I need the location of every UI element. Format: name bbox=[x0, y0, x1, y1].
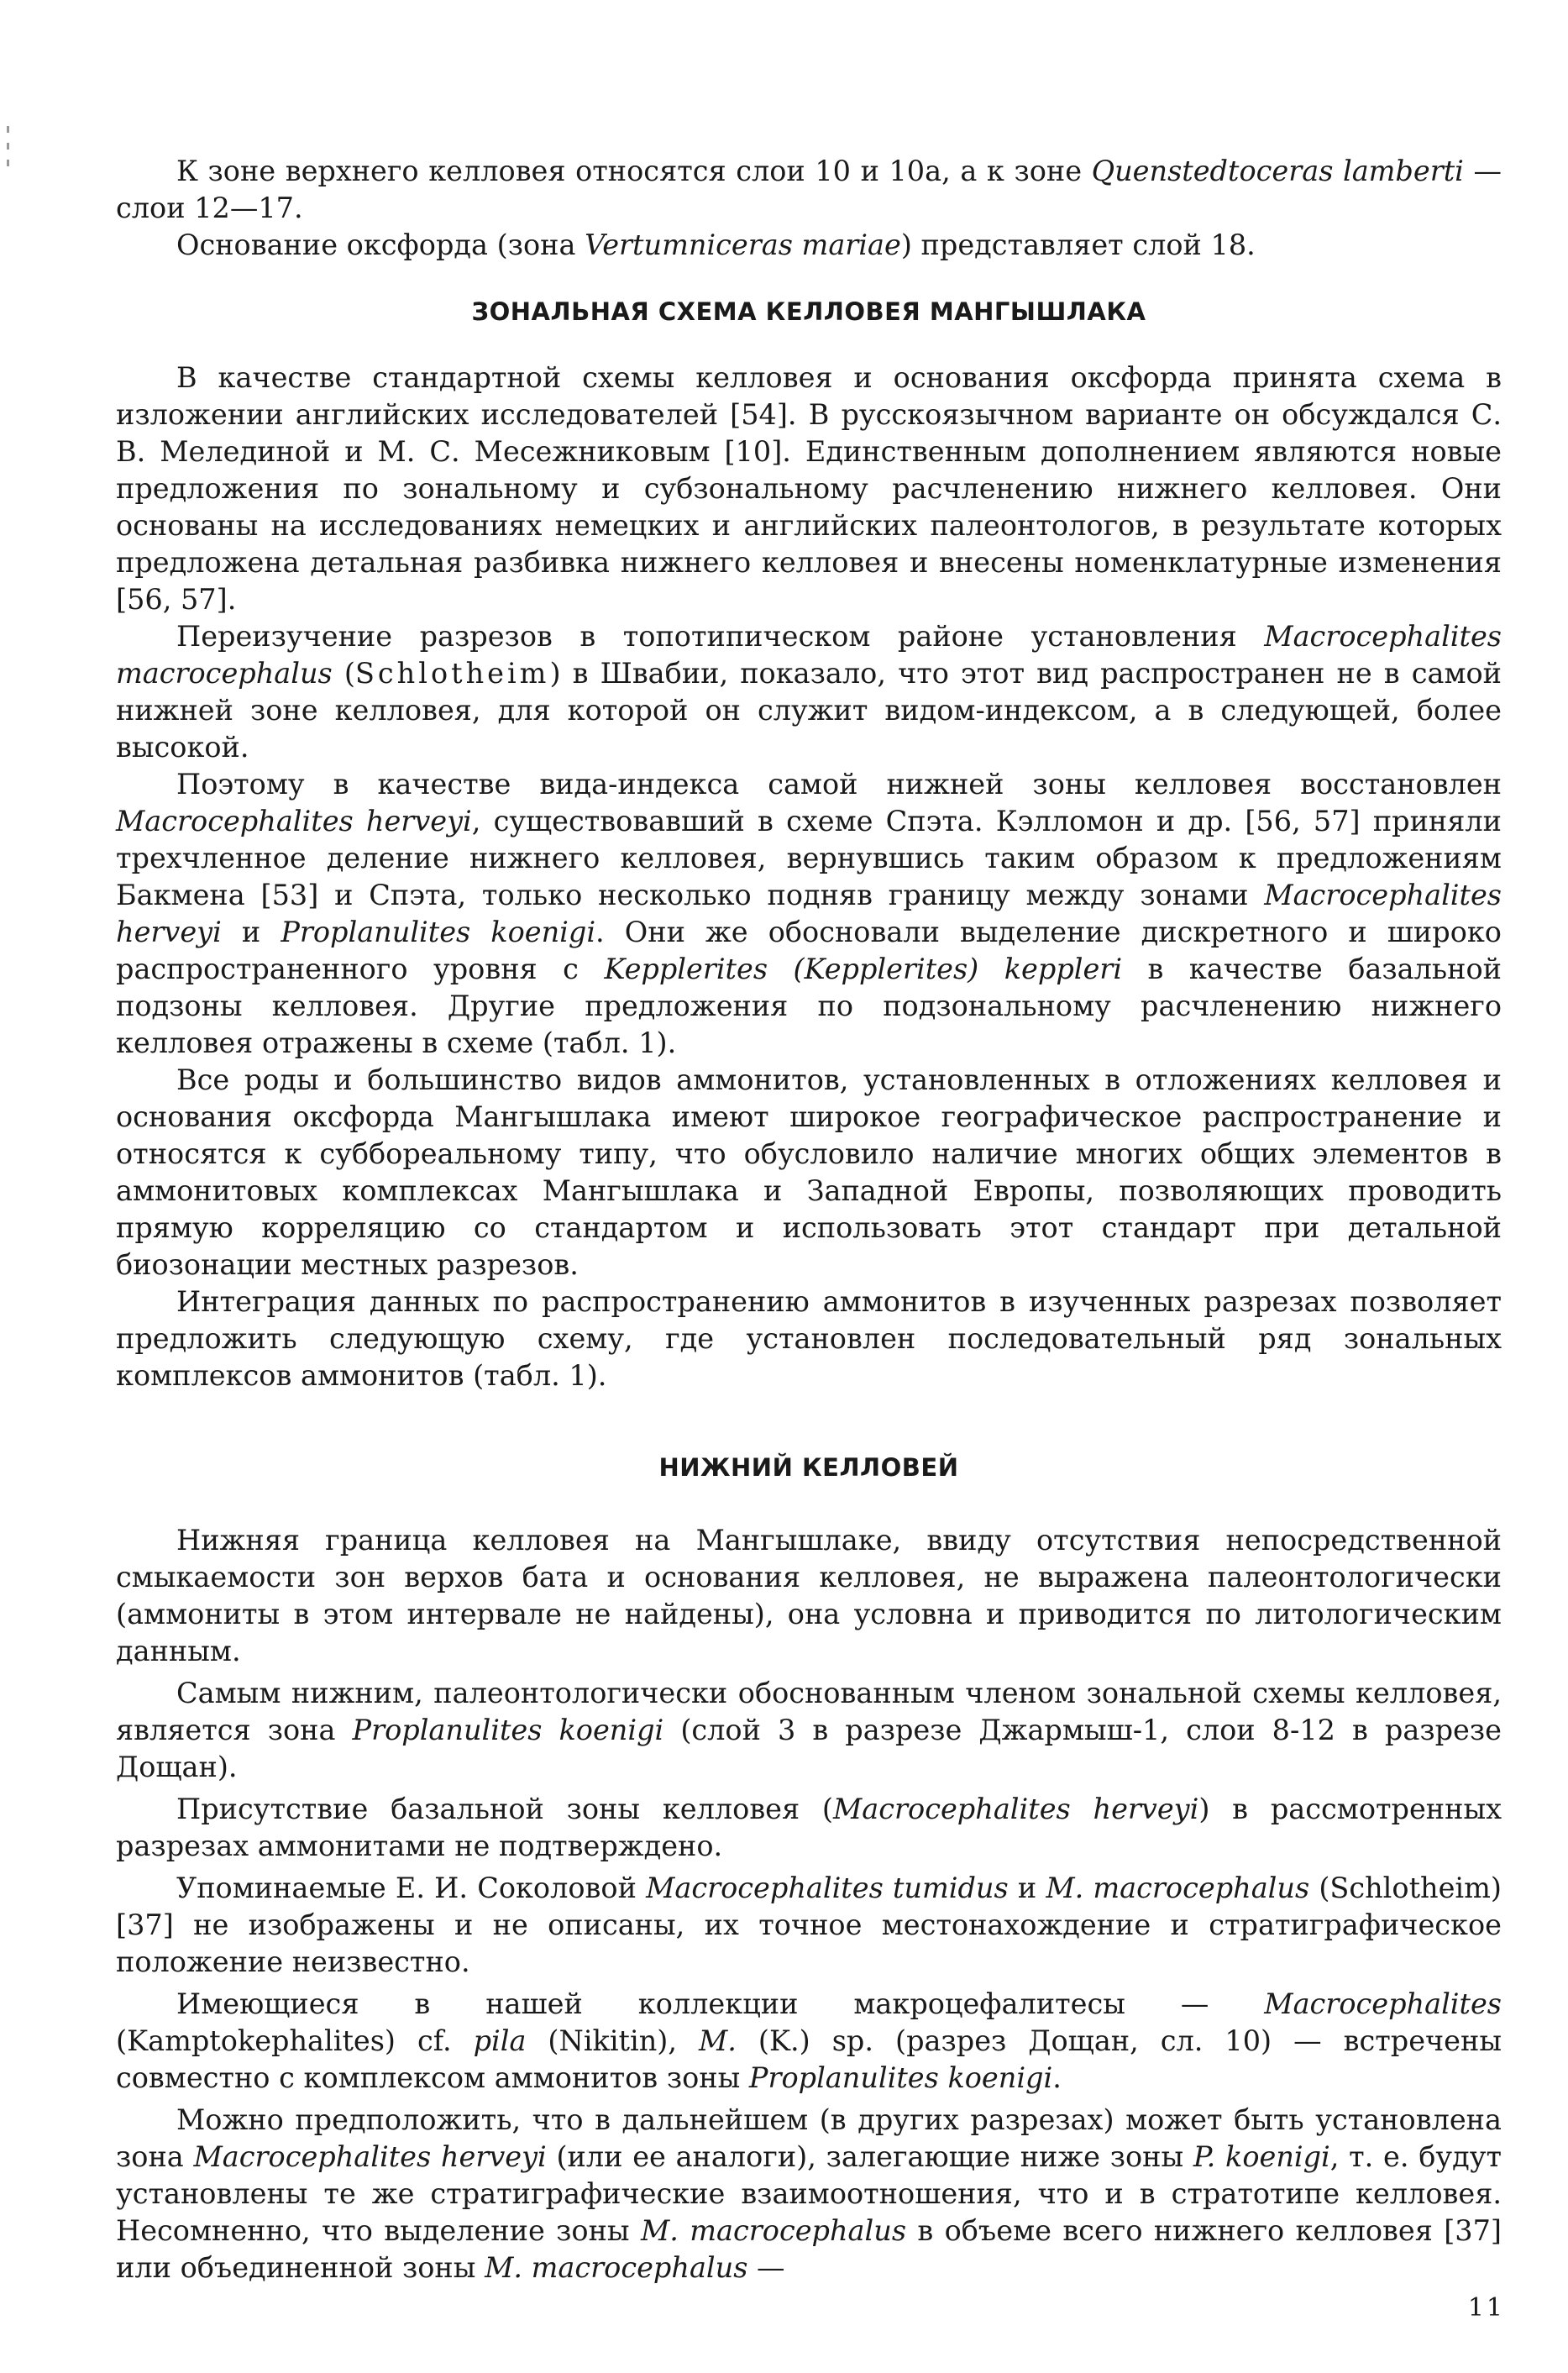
scan-mark bbox=[7, 143, 9, 150]
page-body bbox=[116, 153, 1502, 2286]
paragraph-3: В качестве стандартной схемы келловея и основания оксфорда принята схема в изложении английских исследователей [54]. В русскоязычном варианте он обсуждался С. В. Мелединой и М. С. Месежниковым [10]. Единственным дополнением являются новые предложения по зональному и субзональному расчленению нижнего келловея. Они основаны на исследованиях немецких и английских палеонтологов, в результате которых предложена детальная разбивка нижнего келловея и внесены номенклатурные изменения [56, 57]. bbox=[116, 361, 1502, 616]
paragraph-10: Присутствие базальной зоны келловея (Macrocephalites herveyi) в рассмотренных разрезах аммонитами не подтверждено. bbox=[116, 1793, 1502, 1862]
paragraph-7: Интеграция данных по распространению аммонитов в изученных разрезах позволяет предложить следующую схему, где установлен последовательный ряд зональных комплексов аммонитов (табл. 1). bbox=[116, 1285, 1502, 1392]
page-number: 11 bbox=[1467, 2293, 1505, 2323]
section-heading-zonal-scheme: ЗОНАЛЬНАЯ СХЕМА КЕЛЛОВЕЯ МАНГЫШЛАКА bbox=[471, 297, 1146, 326]
scan-mark bbox=[7, 126, 9, 133]
paragraph-1: К зоне верхнего келловея относятся слои 10 и 10а, а к зоне Quenstedtoceras lamberti — слои 12—17. bbox=[116, 155, 1502, 224]
paragraph-5: Поэтому в качестве вида-индекса самой нижней зоны келловея восстановлен Macrocephalites herveyi, существовавший в схеме Спэта. Кэлломон и др. [56, 57] приняли трехчленное деление нижнего келловея, вернувшись таким образом к предложениям Бакмена [53] и Спэта, только несколько подняв границу между зонами Macrocephalites herveyi и Proplanulites koenigi. Они же обосновали выделение дискретного и широко распространенного уровня с Kepplerites (Kepplerites) keppleri в качестве базальной подзоны келловея. Другие предложения по подзональному расчленению нижнего келловея отражены в схеме (табл. 1). bbox=[116, 768, 1502, 1059]
paragraph-2: Основание оксфорда (зона Vertumniceras mariae) представляет слой 18. bbox=[176, 228, 1256, 261]
scan-mark bbox=[7, 160, 9, 166]
paragraph-12: Имеющиеся в нашей коллекции макроцефалитесы — Macrocephalites (Kamptokephalites) cf. pila (Nikitin), M. (K.) sp. (разрез Дощан, сл. 10) — встречены совместно с комплексом аммонитов зоны Proplanulites koenigi. bbox=[116, 1987, 1502, 2094]
paragraph-13: Можно предположить, что в дальнейшем (в других разрезах) может быть установлена зона Macrocephalites herveyi (или ее аналоги), залегающие ниже зоны P. koenigi, т. е. будут установлены те же стратиграфические взаимоотношения, что и в стратотипе келловея. Несомненно, что выделение зоны M. macrocephalus в объеме всего нижнего келловея [37] или объединенной зоны M. macrocephalus — bbox=[116, 2103, 1502, 2284]
paragraph-8: Нижняя граница келловея на Мангышлаке, ввиду отсутствия непосредственной смыкаемости зон верхов бата и основания келловея, не выражена палеонтологически (аммониты в этом интервале не найдены), она условна и приводится по литологическим данным. bbox=[116, 1524, 1502, 1667]
paragraph-4: Переизучение разрезов в топотипическом районе установления Macrocephalites macrocephalus (Schlotheim) в Швабии, показало, что этот вид распространен не в самой нижней зоне келловея, для которой он служит видом-индексом, а в следующей, более высокой. bbox=[116, 620, 1502, 764]
section-heading-lower-callovian: НИЖНИЙ КЕЛЛОВЕЙ bbox=[658, 1453, 959, 1482]
paragraph-11: Упоминаемые Е. И. Соколовой Macrocephalites tumidus и M. macrocephalus (Schlotheim) [37] не изображены и не описаны, их точное местонахождение и стратиграфическое положение неизвестно. bbox=[116, 1872, 1502, 1978]
paragraph-9: Самым нижним, палеонтологически обоснованным членом зональной схемы келловея, является зона Proplanulites koenigi (слой 3 в разрезе Джармыш-1, слои 8-12 в разрезе Дощан). bbox=[116, 1677, 1502, 1783]
paragraph-6: Все роды и большинство видов аммонитов, установленных в отложениях келловея и основания оксфорда Мангышлака имеют широкое географическое распространение и относятся к суббореальному типу, что обусловило наличие многих общих элементов в аммонитовых комплексах Мангышлака и Западной Европы, позволяющих проводить прямую корреляцию со стандартом и использовать этот стандарт при детальной биозонации местных разрезов. bbox=[116, 1063, 1502, 1281]
